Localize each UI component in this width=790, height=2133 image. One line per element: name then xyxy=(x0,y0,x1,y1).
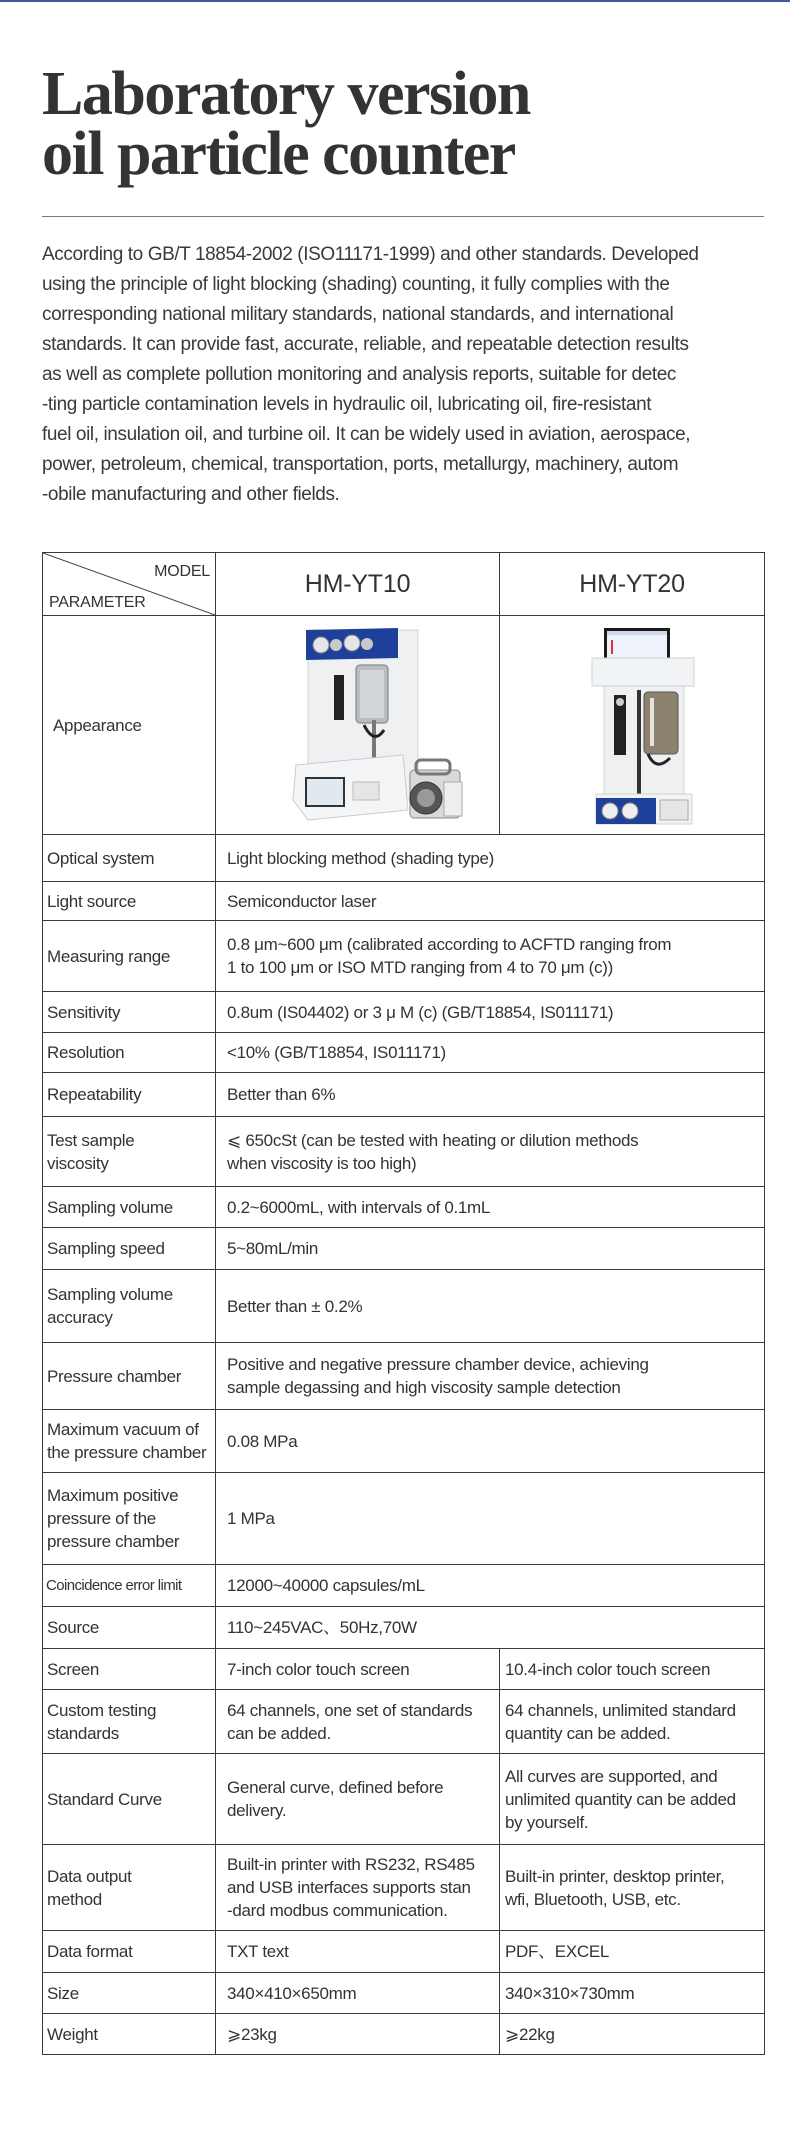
hm-yt10-value xyxy=(216,1754,500,1845)
param-value-line: 0.2~6000mL, with intervals of 0.1mL xyxy=(227,1197,491,1217)
param-label-line: Data output xyxy=(47,1866,132,1886)
intro-line: standards. It can provide fast, accurate, reliable, and repeatable detection results xyxy=(42,334,689,355)
param-value-line: 110~245VAC、50Hz,70W xyxy=(227,1618,417,1637)
param-value xyxy=(216,835,765,882)
intro-paragraph xyxy=(42,240,766,510)
param-value-line: Built-in printer with RS232, RS485 xyxy=(227,1855,475,1874)
param-value-line: <10% (GB/T18854, IS011171) xyxy=(227,1043,446,1062)
param-value-line: 7-inch color touch screen xyxy=(227,1659,410,1679)
param-label xyxy=(43,1187,216,1228)
param-label-line: Light source xyxy=(47,891,137,911)
top-accent-bar xyxy=(0,0,790,2)
param-value-line: General curve, defined before xyxy=(227,1778,444,1797)
param-value-line: wfi, Bluetooth, USB, etc. xyxy=(505,1889,681,1909)
appearance-label: Appearance xyxy=(43,616,216,835)
param-value-line: 340×310×730mm xyxy=(505,1983,635,2003)
table-row-standard-curve xyxy=(43,1754,765,1845)
param-label-line: Pressure chamber xyxy=(47,1366,182,1386)
param-label xyxy=(43,835,216,882)
table-row-pressure-chamber xyxy=(43,1343,765,1410)
param-value xyxy=(216,1228,765,1270)
param-value-line: 64 channels, unlimited standard xyxy=(505,1700,736,1720)
parameter-header-label: PARAMETER xyxy=(49,594,146,611)
param-label-line: Standard Curve xyxy=(47,1789,162,1809)
param-label-line: method xyxy=(47,1889,102,1909)
param-label xyxy=(43,1565,216,1607)
hm-yt20-value xyxy=(500,1845,765,1931)
table-row-coincidence-error-limit xyxy=(43,1565,765,1607)
table-row-custom-testing-standards xyxy=(43,1690,765,1754)
hm-yt10-product-image xyxy=(238,620,478,830)
table-row-sensitivity xyxy=(43,992,765,1033)
param-value-line: by yourself. xyxy=(505,1812,589,1832)
param-value-line: Semiconductor laser xyxy=(227,891,377,911)
param-value-line: 1 MPa xyxy=(227,1509,275,1528)
param-label xyxy=(43,1845,216,1931)
param-value-line: Better than 6% xyxy=(227,1085,336,1104)
model-hm-yt10: HM-YT10 xyxy=(216,553,500,616)
param-value-line: Light blocking method (shading type) xyxy=(227,848,495,868)
table-row-screen xyxy=(43,1649,765,1690)
page-title xyxy=(42,60,742,188)
param-label-line: standards xyxy=(47,1723,119,1743)
param-label-line: Maximum positive xyxy=(47,1486,179,1505)
intro-line: using the principle of light blocking (shading) counting, it fully complies with the xyxy=(42,274,670,295)
table-row-size xyxy=(43,1973,765,2014)
param-value-line: ⩽ 650cSt (can be tested with heating or dilution methods xyxy=(227,1130,639,1150)
param-label-line: Repeatability xyxy=(47,1085,142,1104)
param-value-line: when viscosity is too high) xyxy=(227,1153,417,1173)
param-value xyxy=(216,1073,765,1117)
table-row-sampling-volume xyxy=(43,1187,765,1228)
table-row-repeatability xyxy=(43,1073,765,1117)
table-row-source xyxy=(43,1607,765,1649)
param-value-line: unlimited quantity can be added xyxy=(505,1789,736,1809)
param-label xyxy=(43,1228,216,1270)
param-label-line: Test sample xyxy=(47,1130,135,1150)
intro-line: -ting particle contamination levels in hydraulic oil, lubricating oil, fire-resistant xyxy=(42,394,652,415)
param-value xyxy=(216,1410,765,1473)
param-value xyxy=(216,882,765,921)
param-value-line: Better than ± 0.2% xyxy=(227,1296,363,1316)
param-label xyxy=(43,2014,216,2055)
table-row-weight xyxy=(43,2014,765,2055)
hm-yt20-value xyxy=(500,2014,765,2055)
param-label xyxy=(43,1117,216,1187)
param-value xyxy=(216,992,765,1033)
table-row-light-source xyxy=(43,882,765,921)
param-value xyxy=(216,1607,765,1649)
param-label-line: Sampling speed xyxy=(47,1239,165,1258)
hm-yt10-image-cell xyxy=(216,616,500,835)
hm-yt10-value xyxy=(216,1973,500,2014)
param-label xyxy=(43,882,216,921)
intro-line: power, petroleum, chemical, transportation, ports, metallurgy, machinery, autom xyxy=(42,454,679,475)
param-label xyxy=(43,1690,216,1754)
param-value-line: delivery. xyxy=(227,1801,287,1820)
param-label-line: Weight xyxy=(47,2024,98,2044)
param-value xyxy=(216,921,765,992)
param-value xyxy=(216,1117,765,1187)
table-row-maximum-vacuum-of-the-pressure-chamber xyxy=(43,1410,765,1473)
model-header-label: MODEL xyxy=(154,563,210,580)
param-label-line: Sensitivity xyxy=(47,1002,121,1022)
hm-yt20-image-cell xyxy=(500,616,765,835)
param-label-line: Size xyxy=(47,1983,79,2003)
param-value-line: 340×410×650mm xyxy=(227,1983,357,2003)
param-value-line: Built-in printer, desktop printer, xyxy=(505,1866,725,1886)
param-label xyxy=(43,1410,216,1473)
hm-yt20-value xyxy=(500,1649,765,1690)
table-row-appearance xyxy=(43,616,765,835)
hm-yt20-product-image xyxy=(522,620,742,830)
intro-line: According to GB/T 18854-2002 (ISO11171-1999) and other standards. Developed xyxy=(42,244,699,265)
param-value-line: 1 to 100 μm or ISO MTD ranging from 4 to 70 μm (c)) xyxy=(227,958,613,977)
param-label xyxy=(43,992,216,1033)
table-row-data-output-method xyxy=(43,1845,765,1931)
table-row-measuring-range xyxy=(43,921,765,992)
intro-line: as well as complete pollution monitoring and analysis reports, suitable for detec xyxy=(42,364,677,385)
param-label-line: Coincidence error limit xyxy=(46,1577,182,1594)
hm-yt10-value xyxy=(216,2014,500,2055)
param-value-line: 0.8um (IS04402) or 3 μ M (c) (GB/T18854, IS011171) xyxy=(227,1002,614,1022)
hm-yt10-value xyxy=(216,1931,500,1973)
hm-yt20-value xyxy=(500,1931,765,1973)
param-label-line: Maximum vacuum of xyxy=(47,1420,199,1439)
param-value xyxy=(216,1187,765,1228)
model-hm-yt20: HM-YT20 xyxy=(500,553,765,616)
param-label xyxy=(43,1607,216,1649)
table-row-test-sample-viscosity xyxy=(43,1117,765,1187)
param-value-line: -dard modbus communication. xyxy=(227,1901,448,1920)
param-value xyxy=(216,1565,765,1607)
table-header-row xyxy=(43,553,765,616)
param-value-line: 10.4-inch color touch screen xyxy=(505,1659,711,1679)
param-value-line: All curves are supported, and xyxy=(505,1766,718,1786)
param-label-line: Sampling volume xyxy=(47,1285,173,1304)
param-label-line: Resolution xyxy=(47,1043,125,1062)
table-row-maximum-positive-pressure-of-the-pressure-chamber xyxy=(43,1473,765,1565)
param-label xyxy=(43,1270,216,1343)
param-label-line: Measuring range xyxy=(47,946,171,966)
table-row-sampling-speed xyxy=(43,1228,765,1270)
hm-yt20-value xyxy=(500,1973,765,2014)
param-label-line: Custom testing xyxy=(47,1700,157,1720)
param-label-line: Screen xyxy=(47,1659,100,1679)
title-line-1: Laboratory version xyxy=(42,60,530,128)
table-row-sampling-volume-accuracy xyxy=(43,1270,765,1343)
table-row-data-format xyxy=(43,1931,765,1973)
param-label xyxy=(43,1754,216,1845)
param-value-line: PDF、EXCEL xyxy=(505,1942,610,1961)
hm-yt20-value xyxy=(500,1754,765,1845)
param-value-line: 0.08 MPa xyxy=(227,1431,298,1451)
param-label xyxy=(43,1033,216,1073)
param-label-line: pressure chamber xyxy=(47,1532,180,1551)
hm-yt10-value xyxy=(216,1845,500,1931)
param-value-line: 12000~40000 capsules/mL xyxy=(227,1576,425,1595)
intro-line: fuel oil, insulation oil, and turbine oil. It can be widely used in aviation, aerospace, xyxy=(42,424,691,445)
param-label xyxy=(43,1073,216,1117)
intro-line: -obile manufacturing and other fields. xyxy=(42,484,340,505)
title-divider xyxy=(42,216,764,217)
param-value xyxy=(216,1343,765,1410)
param-label-line: Data format xyxy=(47,1942,133,1961)
param-value-line: Positive and negative pressure chamber device, achieving xyxy=(227,1355,649,1374)
param-value-line: and USB interfaces supports stan xyxy=(227,1878,471,1897)
hm-yt10-value xyxy=(216,1649,500,1690)
param-label-line: Sampling volume xyxy=(47,1197,173,1217)
param-label xyxy=(43,1973,216,2014)
param-label-line: Optical system xyxy=(47,848,155,868)
param-value-line: can be added. xyxy=(227,1723,331,1743)
param-value-line: ⩾23kg xyxy=(227,2024,277,2044)
param-value-line: sample degassing and high viscosity sample detection xyxy=(227,1378,621,1397)
param-value-line: TXT text xyxy=(227,1942,289,1961)
corner-cell xyxy=(43,553,216,616)
param-label-line: accuracy xyxy=(47,1308,113,1327)
spec-table xyxy=(42,552,765,2055)
param-label-line: pressure of the xyxy=(47,1509,156,1528)
table-row-optical-system xyxy=(43,835,765,882)
param-value-line: quantity can be added. xyxy=(505,1723,671,1743)
param-value xyxy=(216,1473,765,1565)
param-label xyxy=(43,921,216,992)
param-value-line: 64 channels, one set of standards xyxy=(227,1700,473,1720)
intro-line: corresponding national military standards, national standards, and international xyxy=(42,304,674,325)
param-label-line: viscosity xyxy=(47,1153,109,1173)
param-label-line: the pressure chamber xyxy=(47,1443,207,1462)
hm-yt20-value xyxy=(500,1690,765,1754)
param-value xyxy=(216,1270,765,1343)
param-value-line: ⩾22kg xyxy=(505,2024,555,2044)
param-label-line: Source xyxy=(47,1618,100,1637)
hm-yt10-value xyxy=(216,1690,500,1754)
table-row-resolution xyxy=(43,1033,765,1073)
param-value-line: 5~80mL/min xyxy=(227,1239,319,1258)
param-label xyxy=(43,1343,216,1410)
param-label xyxy=(43,1649,216,1690)
param-label xyxy=(43,1931,216,1973)
title-line-2: oil particle counter xyxy=(42,120,515,188)
param-value-line: 0.8 μm~600 μm (calibrated according to ACFTD ranging from xyxy=(227,935,672,954)
param-value xyxy=(216,1033,765,1073)
param-label xyxy=(43,1473,216,1565)
